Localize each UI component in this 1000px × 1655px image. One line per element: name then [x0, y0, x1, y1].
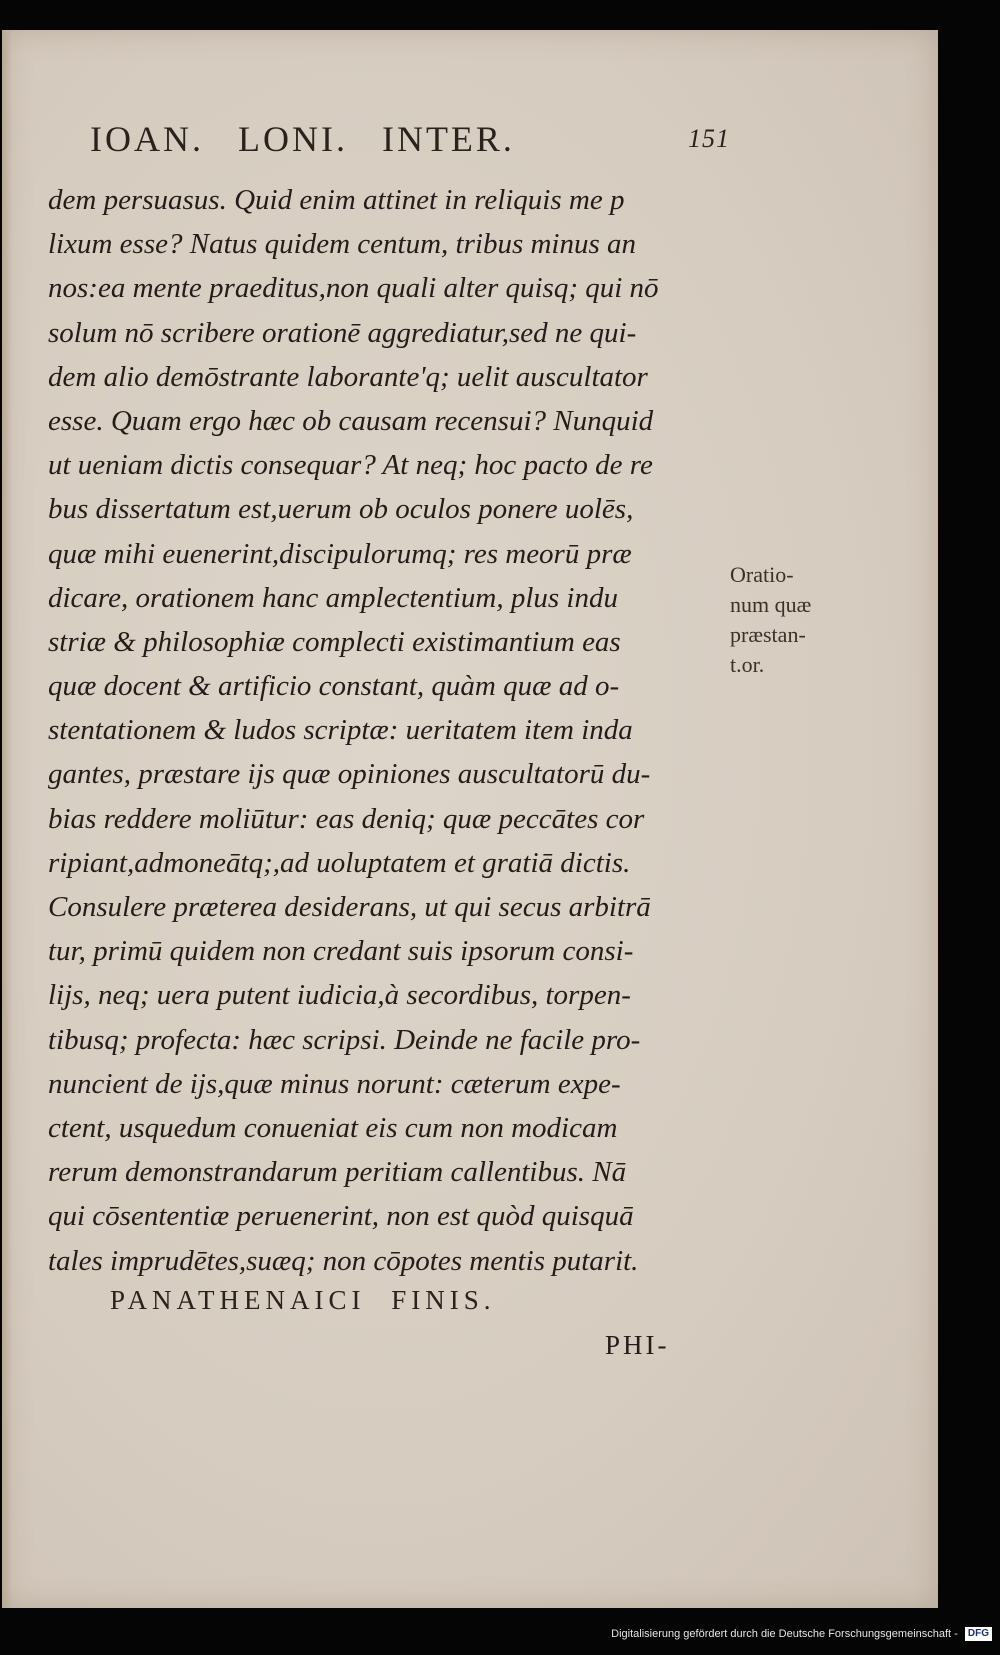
text-line: Consulere præterea desiderans, ut qui secus arbitrā [48, 891, 651, 923]
text-line: quæ mihi euenerint,discipulorumq; res meorū præ [48, 537, 632, 570]
text-line: lixum esse? Natus quidem centum, tribus minus an [48, 228, 637, 261]
running-title: IOAN. LONI. INTER. [90, 119, 515, 159]
closing-line: PANATHENAICI FINIS. [110, 1285, 496, 1315]
text-line: tur, primū quidem non credant suis ipsorum consi- [48, 935, 634, 968]
margin-note-line: t.or. [730, 652, 765, 677]
text-line: solum nō scribere orationē aggrediatur,sed ne qui- [48, 316, 637, 349]
margin-note-line: Oratio- [730, 562, 794, 587]
text-line: ripiant,admoneātq;,ad uoluptatem et gratiā dictis. [48, 846, 631, 879]
text-line: ctent, usquedum conueniat eis cum non modicam [48, 1111, 618, 1144]
text-line: ut ueniam dictis consequar? At neq; hoc pacto de re [48, 449, 653, 482]
text-line: striæ & philosophiæ complecti existimantium eas [48, 625, 621, 658]
text-line: dicare, orationem hanc amplectentium, plus indu [48, 581, 618, 614]
text-line: bias reddere moliūtur: eas deniq; quæ peccātes cor [48, 802, 645, 835]
catchword: PHI- [605, 1330, 670, 1360]
page-edge-shadow [2, 30, 12, 1608]
margin-note [730, 560, 870, 680]
text-line: rerum demonstrandarum peritiam callentibus. Nā [48, 1156, 627, 1189]
credit-text: Digitalisierung gefördert durch die Deutsche Forschungsgemeinschaft - [611, 1628, 958, 1640]
text-line: esse. Quam ergo hæc ob causam recensui? Nunquid [48, 404, 654, 437]
text-line: dem persuasus. Quid enim attinet in reliquis me p [48, 184, 625, 216]
text-line: dem alio demōstrante laborante'q; uelit auscultator [48, 360, 648, 393]
margin-note-line: num quæ [730, 592, 812, 617]
body-text [48, 178, 738, 1283]
margin-note-line: præstan- [730, 622, 806, 647]
page-number: 151 [688, 124, 730, 153]
text-line: qui cōsententiæ peruenerint, non est quòd quisquā [48, 1200, 634, 1233]
text-line: bus dissertatum est,uerum ob oculos ponere uolēs, [48, 493, 634, 526]
running-header [60, 118, 732, 168]
text-line: tales imprudētes,suæq; non cōpotes mentis putarit. [48, 1244, 639, 1277]
text-line: quæ docent & artificio constant, quàm quæ ad o- [48, 670, 620, 703]
text-line: lijs, neq; uera putent iudicia,à secordibus, torpen- [48, 979, 631, 1012]
text-line: stentationem & ludos scriptæ: ueritatem item inda [48, 714, 633, 747]
text-line: nuncient de ijs,quæ minus norunt: cæterum expe- [48, 1067, 621, 1100]
dfg-logo: DFG [965, 1627, 992, 1641]
text-line: gantes, præstare ijs quæ opiniones auscultatorū du- [48, 758, 651, 791]
digitization-credit [611, 1623, 992, 1645]
text-line: tibusq; profecta: hæc scripsi. Deinde ne facile pro- [48, 1023, 641, 1056]
text-line: nos:ea mente praeditus,non quali alter quisq; qui nō [48, 272, 659, 305]
